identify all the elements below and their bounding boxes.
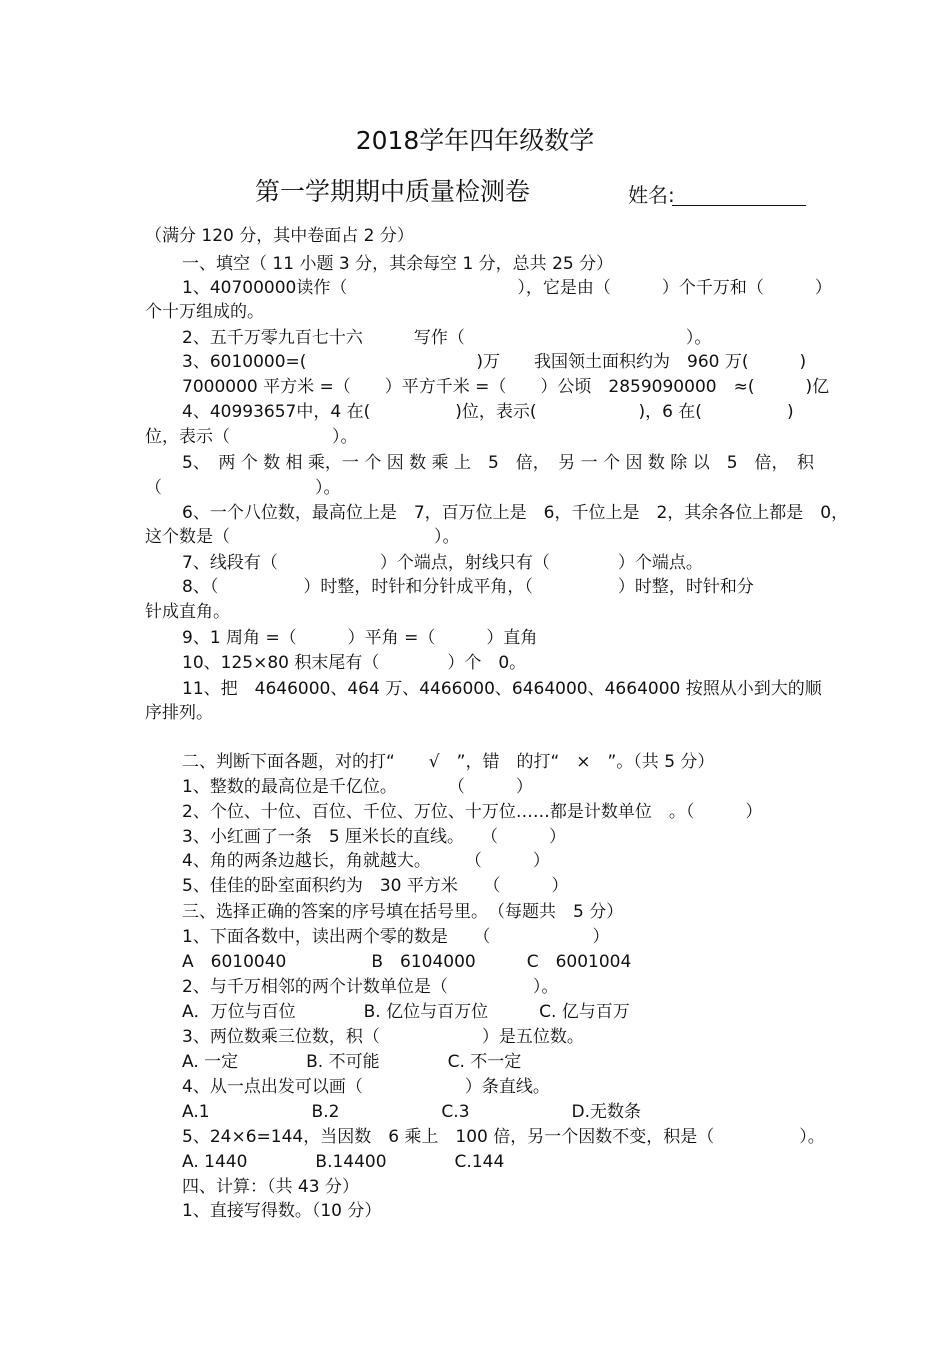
name-blank — [672, 205, 806, 206]
page-subtitle: 第一学期期中质量检测卷 — [255, 177, 531, 206]
option-line: A. 1440 B.14400 C.144 — [182, 1152, 505, 1172]
question-line: 4、角的两条边越长，角就越大。 （ ） — [182, 851, 550, 871]
question-line: 8、（ ）时整，时针和分针成平角，（ ）时整，时针和分 — [182, 577, 754, 597]
question-line: 7、线段有（ ）个端点，射线只有（ ）个端点。 — [182, 553, 703, 573]
question-line: 9、1 周角 =（ ）平角 =（ ）直角 — [182, 628, 538, 648]
name-label: 姓名: — [628, 183, 675, 207]
question-line: 5、 两 个 数 相 乘，一 个 因 数 乘 上 5 倍， 另 一 个 因 数 除 以 5 倍， 积 — [182, 453, 815, 473]
question-line: 针成直角。 — [145, 602, 230, 622]
section-3-heading: 三、选择正确的答案的序号填在括号里。 （每题共 5 分） — [182, 902, 624, 922]
question-line: 位，表示（ ）。 — [145, 427, 358, 447]
question-line: 2、个位、十位、百位、千位、万位、十万位……都是计数单位 。（ ） — [182, 802, 763, 822]
question-line: 10、125×80 积末尾有（ ）个 0。 — [182, 653, 527, 673]
page-title: 2018学年四年级数学 — [355, 126, 595, 155]
question-line: 2、五千万零九百七十六 写作（ ）。 — [182, 328, 712, 348]
question-line: 1、下面各数中，读出两个零的数是 （ ） — [182, 927, 610, 947]
question-line: 2、与千万相邻的两个计数单位是（ ）。 — [182, 977, 559, 997]
score-note: （满分 120 分，其中卷面占 2 分） — [145, 226, 414, 246]
question-line: 11、把 4646000、464 万、4466000、6464000、4664000 按照从小到大的顺 — [182, 679, 822, 699]
option-line: A.1 B.2 C.3 D.无数条 — [182, 1102, 642, 1122]
question-line: 7000000 平方米 =（ ）平方千米 =（ ）公顷 2859090000 ≈( )亿 — [182, 377, 830, 397]
question-line: 4、从一点出发可以画（ ）条直线。 — [182, 1077, 550, 1097]
question-line: 3、6010000=( )万 我国领土面积约为 960 万( ) — [182, 352, 807, 372]
question-line: 4、40993657中，4 在( )位，表示( )，6 在( ) — [182, 402, 794, 422]
question-line: 这个数是（ ）。 — [145, 527, 460, 547]
question-line: 个十万组成的。 — [145, 302, 264, 322]
section-4-heading: 四、计算：（共 43 分） — [182, 1177, 359, 1197]
question-line: 3、两位数乘三位数，积（ ）是五位数。 — [182, 1027, 584, 1047]
section-1-heading: 一、填空（ 11 小题 3 分，其余每空 1 分，总共 25 分） — [182, 254, 614, 274]
option-line: A 6010040 B 6104000 C 6001004 — [182, 952, 632, 972]
option-line: A．万位与百位 B. 亿位与百万位 C. 亿与百万 — [182, 1002, 630, 1022]
question-line: 5、24×6=144，当因数 6 乘上 100 倍，另一个因数不变，积是（ ）。 — [182, 1127, 825, 1147]
section-2-heading: 二、判断下面各题，对的打“ √ ”，错 的打“ × ”。（共 5 分） — [182, 752, 715, 772]
option-line: A. 一定 B. 不可能 C. 不一定 — [182, 1052, 522, 1072]
question-line: 3、小红画了一条 5 厘米长的直线。 （ ） — [182, 827, 567, 847]
question-line: 序排列。 — [145, 703, 213, 723]
question-line: 1、直接写得数。（10 分） — [182, 1201, 382, 1221]
question-line: 5、佳佳的卧室面积约为 30 平方米 （ ） — [182, 876, 569, 896]
question-line: 1、40700000读作（ ），它是由（ ）个千万和（ ） — [182, 278, 832, 298]
question-line: （ ）。 — [145, 478, 341, 498]
question-line: 6、一个八位数，最高位上是 7，百万位上是 6，千位上是 2，其余各位上都是 0， — [182, 503, 849, 523]
question-line: 1、整数的最高位是千亿位。 （ ） — [182, 777, 533, 797]
